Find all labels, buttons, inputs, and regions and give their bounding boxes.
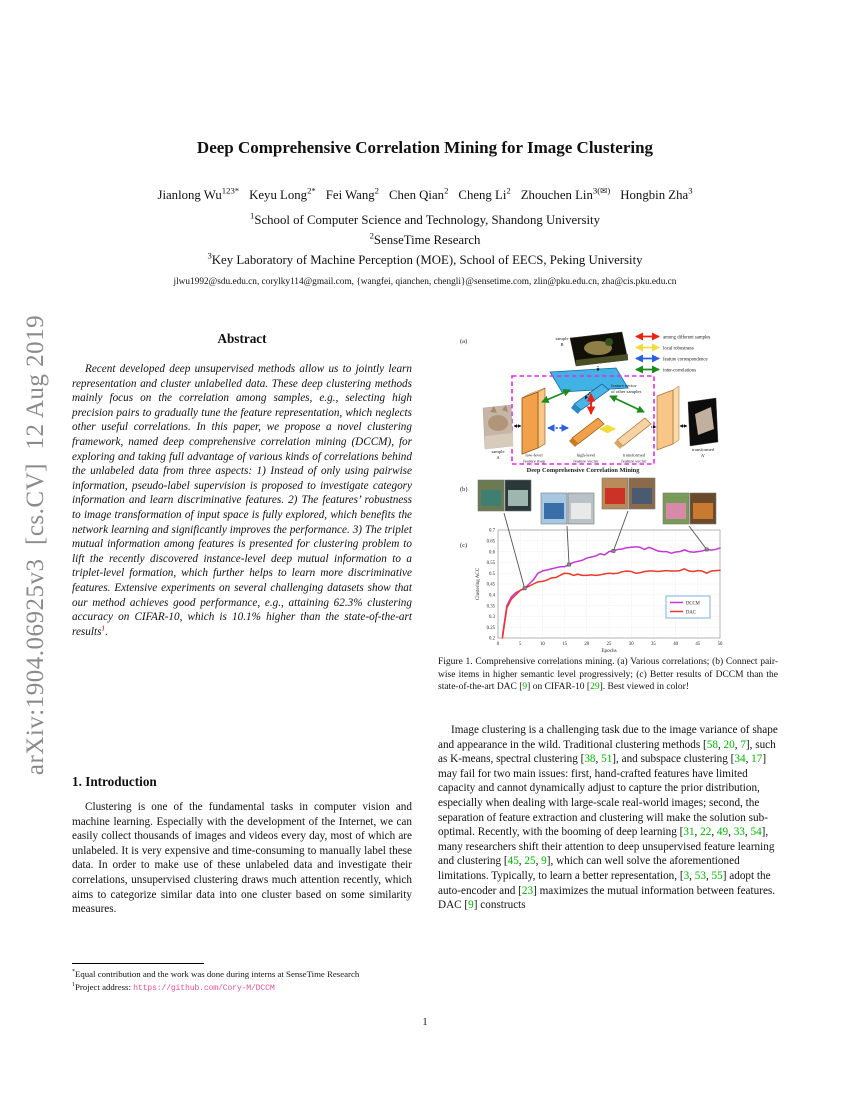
low-level-label-1: low-level (525, 452, 543, 458)
sample-b-label-2: B (560, 342, 564, 347)
figure-1-caption: Figure 1. Comprehensive correlations mining. (a) Various correlations; (b) Connect pair-wise items in higher semantic level progressively; (c) Better results of DCCM than the state-of-the-art DAC [9] on CIFAR-10 [29]. Best viewed in color! (438, 657, 778, 693)
page-number: 1 (422, 1017, 428, 1028)
pair-thumbnail-subject (693, 503, 713, 519)
author: Keyu Long$^{2*}$ (249, 185, 316, 202)
curve-marker-epoch-6 (523, 587, 526, 590)
citation-ref[interactable]: 25 (524, 855, 536, 868)
abstract-section (72, 331, 412, 639)
author: Jianlong $Wu^{123*}$ (157, 185, 240, 202)
citation-ref[interactable]: 34 (734, 753, 746, 766)
y-tick-label: 0.2 (489, 636, 495, 642)
citation-ref[interactable]: 53 (694, 869, 706, 882)
connector-line-planes (567, 526, 569, 565)
footnote-rule (72, 963, 204, 964)
figure-panel-b-pairs (478, 478, 716, 524)
citation-ref[interactable]: 51 (601, 753, 613, 766)
x-tick-label: 5 (518, 642, 522, 647)
x-tick-label: 30 (628, 642, 634, 647)
affiliation-line: $^1$School of Computer Science and Technology, Shandong University (250, 210, 600, 227)
y-tick-label: 0.7 (489, 528, 495, 534)
citation-ref[interactable]: 33 (733, 826, 745, 839)
curve-marker-epoch-47 (705, 548, 708, 551)
inter-correlation-arrow-right (610, 396, 644, 412)
chart-legend (666, 596, 710, 618)
transformed-a-label-1: transformed (691, 447, 715, 452)
author: Chen Qian$^2$ (388, 185, 449, 202)
abstract-period: . (105, 625, 109, 638)
y-tick-label: 0.35 (486, 604, 495, 610)
image-pair-trucks (602, 478, 655, 509)
paper-header (0, 138, 850, 287)
sample-a-label-2: A (496, 455, 500, 460)
footnotes (72, 963, 412, 996)
legend-label-0: among different samples (663, 335, 711, 341)
y-tick-label: 0.55 (486, 561, 495, 567)
duck-head (605, 338, 613, 346)
citation-ref[interactable]: 49 (716, 826, 729, 839)
transformed-feature-vector (617, 418, 651, 446)
abstract-heading: Abstract (217, 331, 267, 346)
transformed-a-label-2: A′ (700, 453, 706, 458)
citation-ref[interactable]: 55 (711, 869, 723, 882)
sample-b-image (570, 332, 628, 366)
citation-ref[interactable]: 17 (751, 753, 763, 766)
figure-1 (448, 328, 788, 660)
high-level-label-1: high-level (576, 452, 596, 458)
email-line: jlwu1992@sdu.edu.cn, corylky114@gmail.com, {wangfei, qianchen, chengli}@sensetime.com, zlin@pku.edu.cn, zha@cis.pku.edu.cn (173, 277, 677, 287)
figure-1-canvas (448, 328, 788, 660)
image-pair-cars (478, 480, 531, 511)
y-tick-label: 0.45 (486, 582, 495, 588)
feature-vector-other-label-2: of other samples (611, 389, 642, 394)
citation-ref[interactable]: 29 (590, 682, 600, 693)
y-tick-label: 0.4 (489, 593, 495, 599)
footnote-star-mark: * (72, 969, 75, 976)
low-level-label-2: feature map (523, 458, 545, 464)
x-axis-label: Epochs (601, 648, 617, 654)
pair-thumbnail-subject (605, 488, 625, 504)
pair-thumbnail-subject (508, 490, 528, 506)
introduction-section (72, 774, 412, 917)
panel-a-label: (a) (460, 338, 468, 345)
transformed-vec-label-2: feature vector (621, 458, 647, 464)
citation-ref[interactable]: 7 (740, 738, 746, 751)
pair-thumbnail-subject (481, 490, 501, 506)
citation-ref[interactable]: 9 (522, 682, 528, 693)
footnote-equal-contribution (72, 968, 412, 981)
abstract-body: Recent developed deep unsupervised methods allow us to jointly learn representation and cluster unlabelled data. These deep clustering methods mainly focus on the correlation among samples, e.g., selecting high precision pairs to gradually tune the feature representation, which neglects other useful correlations. In this paper, we propose a novel clustering framework, named deep comprehensive correlation mining (DCCM), for exploring and taking full advantage of various kinds of correlations behind the unlabeled data from three aspects: 1) Instead of only using pairwise information, pseudo-label supervision is proposed to investigate category information and learn discriminative features. 2) The features’ robustness to image transformation of input space is fully explored, which benefits the network learning and significantly improves the performance. 3) The triplet mutual information among features is presented for clustering problem to lift the recently discovered instance-level deep mutual information to a triplet-level formation, which further helps to learn more discriminative features. Extensive experiments on several challenging datasets show that our method achieves good performance, e.g., attaining 62.3% clustering accuracy on CIFAR-10, which is 10.1% higher than the state-of-the-art results (72, 363, 412, 638)
correlation-legend (636, 335, 710, 373)
feature-vector-other-label-1: feature vector (611, 383, 637, 388)
paper-title: Deep Comprehensive Correlation Mining for Image Clustering (196, 138, 654, 157)
affiliation-line: $^3$Key Laboratory of Machine Perception (MOE), School of EECS, Peking University (207, 250, 643, 267)
sample-b-label-1: sample (555, 336, 569, 341)
transformed-vec-label-1: transformed (622, 452, 646, 458)
image-pair-planes (541, 493, 594, 524)
x-tick-label: 25 (606, 642, 612, 647)
arxiv-banner: arXiv:1904.06925v3 [cs.CV] 12 Aug 2019 (22, 314, 49, 776)
x-tick-label: 35 (651, 642, 656, 647)
x-tick-label: 50 (717, 642, 723, 647)
abstract-footnote-ref: 1 (101, 622, 106, 632)
high-level-label-2: feature vector (573, 458, 599, 464)
curve-marker-epoch-16 (567, 563, 570, 566)
y-tick-label: 0.65 (486, 539, 495, 545)
transformed-feature-map (657, 386, 679, 450)
citation-ref[interactable]: 31 (683, 826, 695, 839)
low-level-feature-map (522, 388, 545, 454)
pair-thumbnail-subject (544, 503, 564, 519)
legend-label-1: local robustness (663, 346, 694, 352)
y-tick-label: 0.25 (486, 625, 495, 631)
x-tick-label: 45 (695, 642, 701, 647)
citation-ref[interactable]: 9 (468, 899, 474, 912)
y-axis-label: Clustering ACC (476, 567, 481, 601)
series-line-DCCM (502, 547, 720, 636)
transformed-a-image (688, 398, 718, 446)
dccm-box-title: Deep Comprehensive Correlation Mining (526, 467, 640, 474)
footnote-1-label: Project address: (74, 981, 134, 992)
x-tick-label: 20 (584, 642, 590, 647)
legend-label-3: inter-correlations (663, 368, 696, 374)
inter-correlation-arrow-left (542, 390, 570, 402)
citation-ref[interactable]: 3 (683, 869, 690, 882)
figure-panel-a (460, 332, 718, 474)
sample-a-label-1: sample (491, 449, 505, 454)
project-address-link[interactable]: https://github.com/Cory-M/DCCM (133, 983, 275, 993)
legend-entry-DCCM: DCCM (686, 601, 700, 607)
x-tick-label: 40 (673, 642, 678, 647)
author: Fei Wang$^2$ (325, 185, 379, 202)
citation-ref[interactable]: 20 (723, 738, 735, 751)
citation-ref[interactable]: 38 (584, 753, 596, 766)
legend-entry-DAC: DAC (686, 610, 696, 616)
abstract-text (72, 362, 412, 639)
x-tick-label: 15 (562, 642, 567, 647)
curve-marker-epoch-26 (612, 549, 615, 552)
pair-thumbnail-subject (571, 503, 591, 519)
citation-ref[interactable]: 54 (750, 826, 762, 839)
high-level-feature-vector (572, 418, 604, 444)
author: Cheng Li$^2$ (458, 185, 511, 202)
intro-paragraph-2: Image clustering is a challenging task due to the image variance of shape and appearance in the wild. Traditional clustering methods [58, 20, 7], such as K-means, spectral clustering [38, 51], and subspace clustering [34, 17] may fail for two main issues: first, hand-crafted features have limited capacity and cannot dynamically adjust to capture the prior distribution, especially when dealing with large-scale real-world images; second, the separation of feature extraction and clustering will make the solution sub-optimal. Recently, with the booming of deep learning [31, 22, 49, 33, 54], many researchers shift their attention to deep unsupervised feature learning and clustering [45, 25, 9], which can well solve the aforementioned limitations. Typically, to learn a better representation, [3, 53, 55] adopt the auto-encoder and [23] maximizes the mutual information between features. DAC [9] constructs (438, 724, 778, 912)
pair-thumbnail-subject (666, 503, 686, 519)
y-tick-label: 0.3 (489, 615, 495, 621)
x-tick-label: 0 (496, 642, 500, 647)
footnote-project (72, 981, 412, 996)
x-tick-label: 10 (540, 642, 545, 647)
pair-thumbnail-subject (632, 488, 652, 504)
author-line (0, 185, 850, 203)
connector-line-cars (504, 513, 525, 588)
panel-c-label: (c) (460, 542, 468, 549)
citation-ref[interactable]: 9 (541, 855, 547, 868)
image-pair-dogs (663, 493, 716, 524)
section-heading-introduction: 1. Introduction (72, 774, 157, 789)
affiliations (0, 210, 850, 270)
citation-ref[interactable]: 58 (706, 738, 718, 751)
legend-label-2: feature correspondence (663, 357, 708, 363)
y-tick-label: 0.6 (489, 550, 495, 556)
intro-paragraph-1: Clustering is one of the fundamental tasks in computer vision and machine learning. Especially with the development of the Internet, we can easily collect thousands of images and videos every day, most of which are unlabeled. It is very expensive and time-consuming to manually label these data. In order to make use of these unlabeled data and investigate their correlations, unsupervised clustering draws much attention recently, which aims to categorize similar data into one cluster based on some similarity measures. (72, 801, 412, 916)
citation-ref[interactable]: 45 (507, 855, 519, 868)
author: Hongbin Zha$^3$ (620, 185, 693, 202)
cat-face (488, 415, 508, 431)
y-tick-label: 0.5 (489, 571, 495, 577)
connector-line-trucks (613, 511, 628, 551)
sample-a-image (483, 405, 513, 449)
footnote-star-text: Equal contribution and the work was done during interns at SenseTime Research (74, 969, 360, 979)
author: Zhouchen Lin$^{3(✉)}$ (520, 185, 611, 202)
footnote-1-mark: 1 (72, 981, 75, 988)
citation-ref[interactable]: 23 (521, 884, 534, 897)
citation-ref[interactable]: 22 (700, 826, 712, 839)
affiliation-line: $^2$SenseTime Research (369, 230, 481, 247)
panel-b-label: (b) (460, 486, 468, 493)
